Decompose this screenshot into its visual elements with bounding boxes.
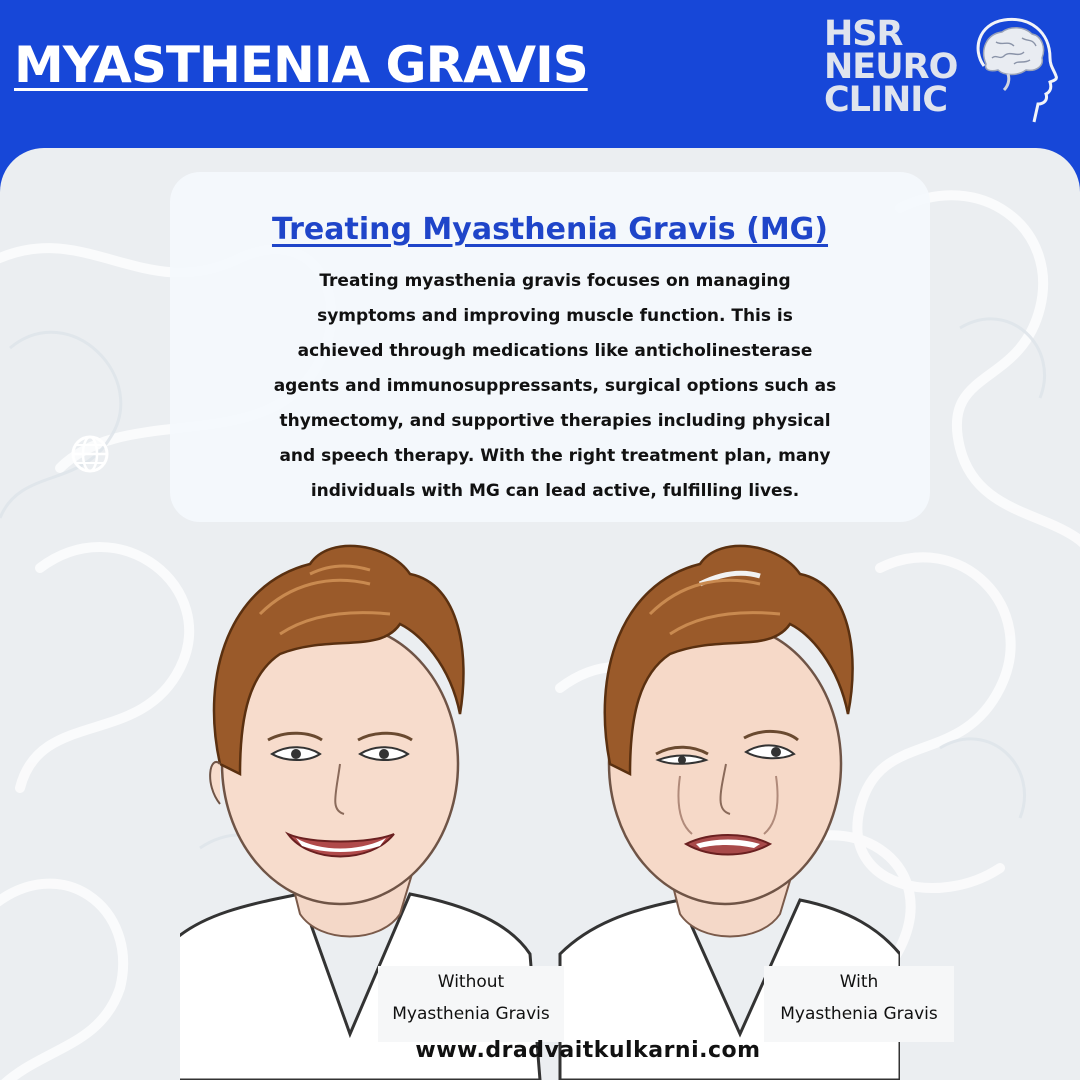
caption-line: Without	[437, 972, 505, 992]
caption-line: Myasthenia Gravis	[392, 1004, 550, 1024]
logo-line-3: CLINIC	[824, 80, 948, 120]
caption-with-mg	[764, 966, 954, 1042]
treatment-info-card	[170, 172, 930, 522]
card-body-line: thymectomy, and supportive therapies including physical	[279, 411, 831, 431]
caption-without-mg	[378, 966, 564, 1042]
caption-line: With	[839, 972, 879, 992]
card-title: Treating Myasthenia Gravis (MG)	[271, 212, 829, 247]
clinic-logo	[824, 14, 1064, 129]
website-url: www.dradvaitkulkarni.com	[415, 1038, 761, 1063]
card-body-line: Treating myasthenia gravis focuses on managing	[319, 271, 791, 291]
logo-line-2: NEURO	[824, 47, 958, 87]
page-title: MYASTHENIA GRAVIS	[14, 36, 588, 94]
card-body-line: achieved through medications like anticholinesterase	[297, 341, 813, 361]
brain-head-icon	[964, 14, 1059, 129]
logo-line-1: HSR	[824, 14, 903, 54]
content-panel	[0, 148, 1080, 1080]
card-body	[270, 264, 840, 509]
card-body-line: individuals with MG can lead active, fulfilling lives.	[310, 481, 800, 501]
card-body-line: agents and immunosuppressants, surgical options such as	[273, 376, 837, 396]
caption-line: Myasthenia Gravis	[780, 1004, 938, 1024]
card-body-line: symptoms and improving muscle function. This is	[317, 306, 793, 326]
card-body-line: and speech therapy. With the right treatment plan, many	[279, 446, 831, 466]
globe-icon	[70, 434, 110, 474]
